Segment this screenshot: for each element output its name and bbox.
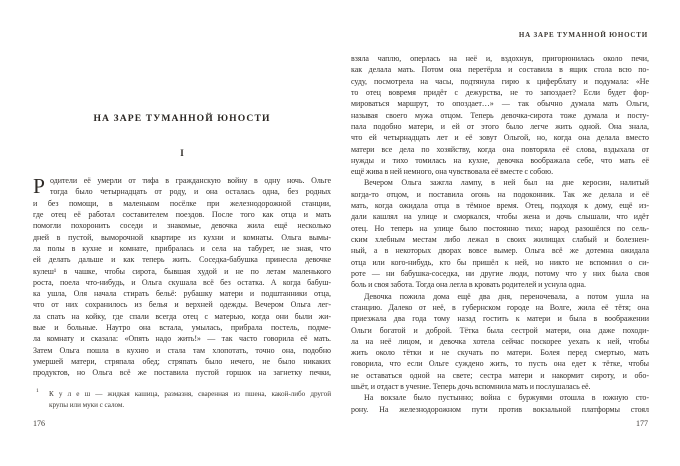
text-line: Девочка пожила дома ещё два дня, переночевала, а потом ушла на <box>364 291 649 301</box>
footnote <box>33 389 331 410</box>
page-left <box>33 0 331 466</box>
text-line: жить около тётки и не скучать по матери. Болея перед смертью, мать <box>351 348 649 358</box>
text-line: мать, когда ожидала отца в тёмное время. Отец, подходя к дому, ещё из- <box>351 201 649 211</box>
paragraph <box>351 53 649 177</box>
text-line: ла на неё лицом, и девочка хотела сейчас поскорее уехать к ней, чтобы <box>351 336 649 346</box>
text-line: ей делать дальше и как теперь жить. Соседка-бабушка принесла девочке <box>33 255 331 265</box>
text-line: ла комнату и сказала: «Опять надо жить!» — так часто говорила её мать. <box>33 334 331 344</box>
text-line: ный, а в некоторых дворах вовсе вымер. Ольга всё же дотемна ожидала <box>351 246 649 256</box>
text-line: ла спать на койку, где спали всегда отец с матерью, когда они были жи- <box>33 311 331 321</box>
text-line: когда-то отцом, и поставила огонь на подоконник. Так же делала и её <box>351 189 649 199</box>
text-line: дали кашлял на улице и сморкался, чтобы жена и дочь слышали, что идёт <box>351 212 649 222</box>
body-text-right <box>351 53 649 415</box>
text-line: и без помощи, в маленьком посёлке при железнодорожной станции, <box>33 198 331 208</box>
text-line: взяла чаплю, оперлась на неё и, вздохнув, пригорюнилась около печи, <box>351 54 649 63</box>
paragraph <box>33 175 331 379</box>
text-line: Вечером Ольга зажгла лампу, в ней был на дне керосин, налитый <box>364 178 649 188</box>
footnote-line: К у л е ш — жидкая кашица, размазня, сваренная из пшена, какой-либо другой <box>49 390 331 398</box>
text-line: рону. На железнодорожном пути против вокзальной платформы стоял <box>351 404 649 414</box>
text-line: тогда было четырнадцать от роду, и она осталась одна, без родных <box>50 187 331 197</box>
text-line: отца или кого-нибудь, кто бы пришёл к ней, но никто не вспомнил о си- <box>351 257 649 267</box>
drop-cap: Р <box>33 174 45 198</box>
text-line: Затем Ольга пошла в кухню и стала там хлопотать, точно она, подобно <box>33 345 331 355</box>
text-line: что ей четырнадцать лет и её зовут Ольгой, но, когда она делала вместо <box>351 133 649 143</box>
footnote-lines <box>49 389 331 410</box>
chapter-title: НА ЗАРЕ ТУМАННОЙ ЮНОСТИ <box>93 113 271 124</box>
text-line: ещё жива в ней немного, она чувствовала её вместе с собою. <box>351 167 554 177</box>
footnote-marker: 1 <box>36 388 39 394</box>
text-line: где отец её работал составителем поездов. После того как отца и мать <box>33 209 331 219</box>
text-line: не оставаться одной на свете; сестра матери и накормит сироту, и обо- <box>351 370 649 380</box>
text-line: На вокзале было пустынно; война с буржуями отошла в южную сто- <box>364 393 649 403</box>
text-line: дней в пустой, выморочной квартире из кухни и комнаты. Ольга вымы- <box>33 232 331 242</box>
text-line: вые и больные. Наутро она встала, умылась, прибрала постель, подме- <box>33 323 331 333</box>
text-line: одители её умерли от тифа в гражданскую войну в одну ночь. Ольге <box>50 176 331 185</box>
text-line: как делала мать. Потом она перетёрла и составила в ящик стола всю по- <box>351 65 649 75</box>
page-number-left: 176 <box>33 419 45 428</box>
section-number: I <box>180 148 184 158</box>
text-line: называя своего мужа отцом. Теперь девочка-сирота тоже думала и посту- <box>351 110 649 120</box>
text-line: ка ушла, Оля начала стирать бельё: рубашку матери и подштанники отца, <box>33 289 331 299</box>
text-line: пала подобно матери, и ей от этого было легче жить одной. Она знала, <box>351 121 649 131</box>
text-line: отец. Но теперь на улице было постоянно тихо; народ разошёлся по сель- <box>351 223 649 233</box>
page-right <box>351 0 649 466</box>
text-line: Ольги богатой и доброй. Тётка была сестрой матери, она даже походи- <box>351 325 649 335</box>
text-line: говорила, что если Ольге суждено жить, то пусть она едет к тётке, чтобы <box>351 359 649 369</box>
text-line: что от них сохранилось из белья и верхней одежды. Вечером Ольга лег- <box>33 300 331 310</box>
text-line: ла полы в кухне и комнате, прибралась и села на табурет, не зная, что <box>33 243 331 253</box>
text-line: роте — ни бабушка-соседка, ни другие люди, потому что у них была своя <box>351 268 649 278</box>
body-text-left <box>33 175 331 379</box>
text-line: боль и своя забота. Тогда она легла в кровать родителей и уснула одна. <box>351 280 586 290</box>
text-line: нужды и тихо томилась на кухне, девочка воображала себе, что мать её <box>351 155 649 165</box>
text-line: ским хлебным местам либо лежал в своих жилищах слабый и болезнен- <box>351 235 649 244</box>
text-line: помогли похоронить соседи и знакомые, девочка жила ещё несколько <box>33 221 331 231</box>
text-line: станцию. Далеко от неё, в губернском городе на Волге, жила её тётя; она <box>351 302 649 312</box>
text-line: продуктов, но Ольга всё же поставила пустой горшок на загнетку печки, <box>33 368 331 378</box>
page-number-right: 177 <box>636 419 648 428</box>
text-line: роста, поела что-нибудь, и Ольга скушала всё без остатка. А когда бабуш- <box>33 277 331 287</box>
text-line: то отец вовремя придёт с дежурства, не то запоздает? Если будет фор- <box>351 87 649 97</box>
text-line: приезжала два года тому назад гостить к матери и была в воображении <box>351 314 649 324</box>
text-line: суду, посмотрела на часы, подтянула гирю к циферблату и подумала: «Не <box>351 76 649 86</box>
text-line: матери все дела по хозяйству, когда она повторяла её слова, вздыхала от <box>351 144 649 154</box>
text-line: кулеш¹ в чашке, чтобы сирота, бывшая худой и не по летам маленького <box>33 266 331 276</box>
paragraph <box>351 392 649 415</box>
paragraph <box>351 177 649 290</box>
text-line: умершей матери, стряпала обед; стряпать было нечего, не было никаких <box>33 357 331 366</box>
footnote-body <box>33 389 331 410</box>
footnote-line: крупы или муки с салом. <box>49 400 125 409</box>
text-line: шьёт, и отдаст в учение. Теперь дочь вспомнила мать и послушалась её. <box>351 382 591 392</box>
text-line: мироваться маршрут, то опоздает…» — так обычно думала мать Ольги, <box>351 99 649 109</box>
paragraph <box>351 291 649 393</box>
running-header: НА ЗАРЕ ТУМАННОЙ ЮНОСТИ <box>518 31 648 39</box>
